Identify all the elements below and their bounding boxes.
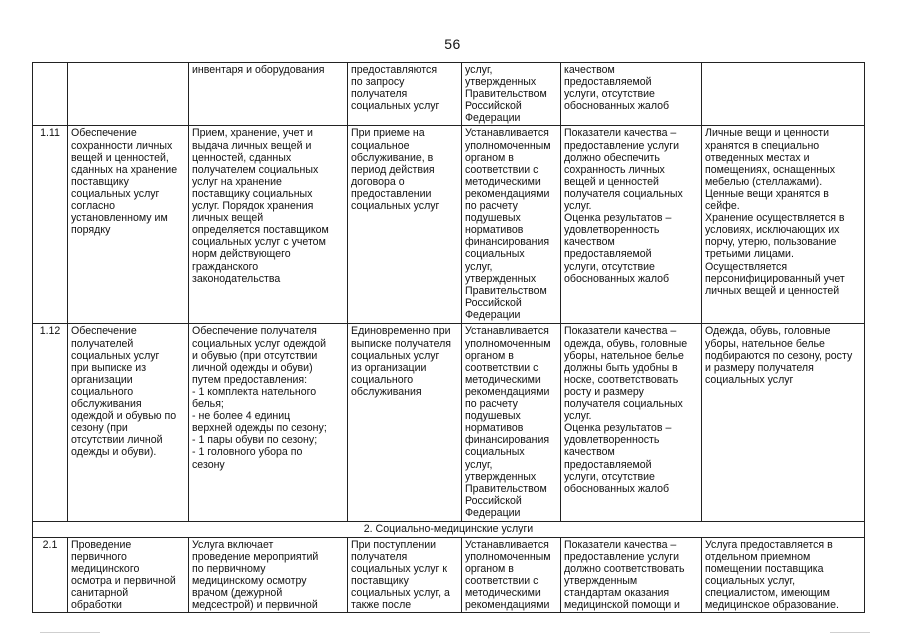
cell-content: инвентаря и оборудования (189, 63, 348, 126)
cell-terms: При поступлении получателя социальных услуг к поставщику социальных услуг, а также после (348, 537, 462, 613)
table-row (33, 324, 865, 522)
services-table (32, 62, 865, 613)
cell-norms: Устанавливается уполномоченным органом в соответствии с методическими рекомендациями (462, 537, 561, 613)
cell-terms: Единовременно при выписке получателя социальных услуг из организации социального обслуживания (348, 324, 462, 522)
cell-number: 1.11 (33, 126, 68, 324)
table-row (33, 63, 865, 126)
cell-norms: Устанавливается уполномоченным органом в соответствии с методическими рекомендациями по расчету подушевых нормативов финансирования социальных услуг, утвержденных Правительством Российской Федерации (462, 126, 561, 324)
cell-quality: Показатели качества – предоставление услуги должно обеспечить сохранность личных вещей и ценностей получателя социальных услуг. Оценка результатов – удовлетворенность качеством предоставляемой услуги, отсутствие обоснованных жалоб (561, 126, 702, 324)
table-row (33, 126, 865, 324)
cell-conditions: Личные вещи и ценности хранятся в специально отведенных местах и помещениях, оснащенных мебелью (стеллажами). Ценные вещи хранятся в сейфе. Хранение осуществляется в условиях, исключающих их порчу, утерю, пользование третьими лицами. Осуществляется персонифицированный учет личных вещей и ценностей (702, 126, 865, 324)
cell-service (68, 63, 189, 126)
cell-content: Обеспечение получателя социальных услуг одеждой и обувью (при отсутствии личной одежды и обуви) путем предоставления: - 1 комплекта нательного белья; - не более 4 единиц верхней одежды по сезону; - 1 пары обуви по сезону; - 1 головного убора по сезону (189, 324, 348, 522)
cell-service: Обеспечение сохранности личных вещей и ценностей, сданных на хранение поставщику социальных услуг согласно установленному им порядку (68, 126, 189, 324)
cell-quality: качеством предоставляемой услуги, отсутствие обоснованных жалоб (561, 63, 702, 126)
table-row (33, 537, 865, 613)
cell-content: Услуга включает проведение мероприятий по первичному медицинскому осмотру врачом (дежурной медсестрой) и первичной (189, 537, 348, 613)
cell-conditions: Одежда, обувь, головные уборы, нательное белье подбираются по сезону, росту и размеру получателя социальных услуг (702, 324, 865, 522)
scan-artifact-line (830, 632, 870, 633)
cell-number (33, 63, 68, 126)
cell-conditions (702, 63, 865, 126)
cell-terms: предоставляются по запросу получателя социальных услуг (348, 63, 462, 126)
cell-terms: При приеме на социальное обслуживание, в период действия договора о предоставлении социальных услуг (348, 126, 462, 324)
cell-quality: Показатели качества – одежда, обувь, головные уборы, нательное белье должны быть удобны в носке, соответствовать росту и размеру получателя социальных услуг. Оценка результатов – удовлетворенность качеством предоставляемой услуги, отсутствие обоснованных жалоб (561, 324, 702, 522)
cell-service: Обеспечение получателей социальных услуг при выписке из организации социального обслуживания одеждой и обувью по сезону (при отсутствии личной одежды и обуви). (68, 324, 189, 522)
cell-norms: услуг, утвержденных Правительством Российской Федерации (462, 63, 561, 126)
section-heading-row (33, 522, 865, 537)
cell-number: 1.12 (33, 324, 68, 522)
section-heading: 2. Социально-медицинские услуги (33, 522, 865, 537)
cell-quality: Показатели качества – предоставление услуги должно соответствовать утвержденным стандартам оказания медицинской помощи и (561, 537, 702, 613)
page-number: 56 (444, 36, 461, 52)
cell-norms: Устанавливается уполномоченным органом в соответствии с методическими рекомендациями по расчету подушевых нормативов финансирования социальных услуг, утвержденных Правительством Российской Федерации (462, 324, 561, 522)
cell-content: Прием, хранение, учет и выдача личных вещей и ценностей, сданных получателем социальных услуг на хранение поставщику социальных услуг. Порядок хранения личных вещей определяется поставщиком социальных услуг с учетом норм действующего гражданского законодательства (189, 126, 348, 324)
cell-conditions: Услуга предоставляется в отдельном приемном помещении поставщика социальных услуг, специалистом, имеющим медицинское образование. (702, 537, 865, 613)
scan-artifact-line (40, 632, 100, 633)
cell-service: Проведение первичного медицинского осмотра и первичной санитарной обработки (68, 537, 189, 613)
cell-number: 2.1 (33, 537, 68, 613)
